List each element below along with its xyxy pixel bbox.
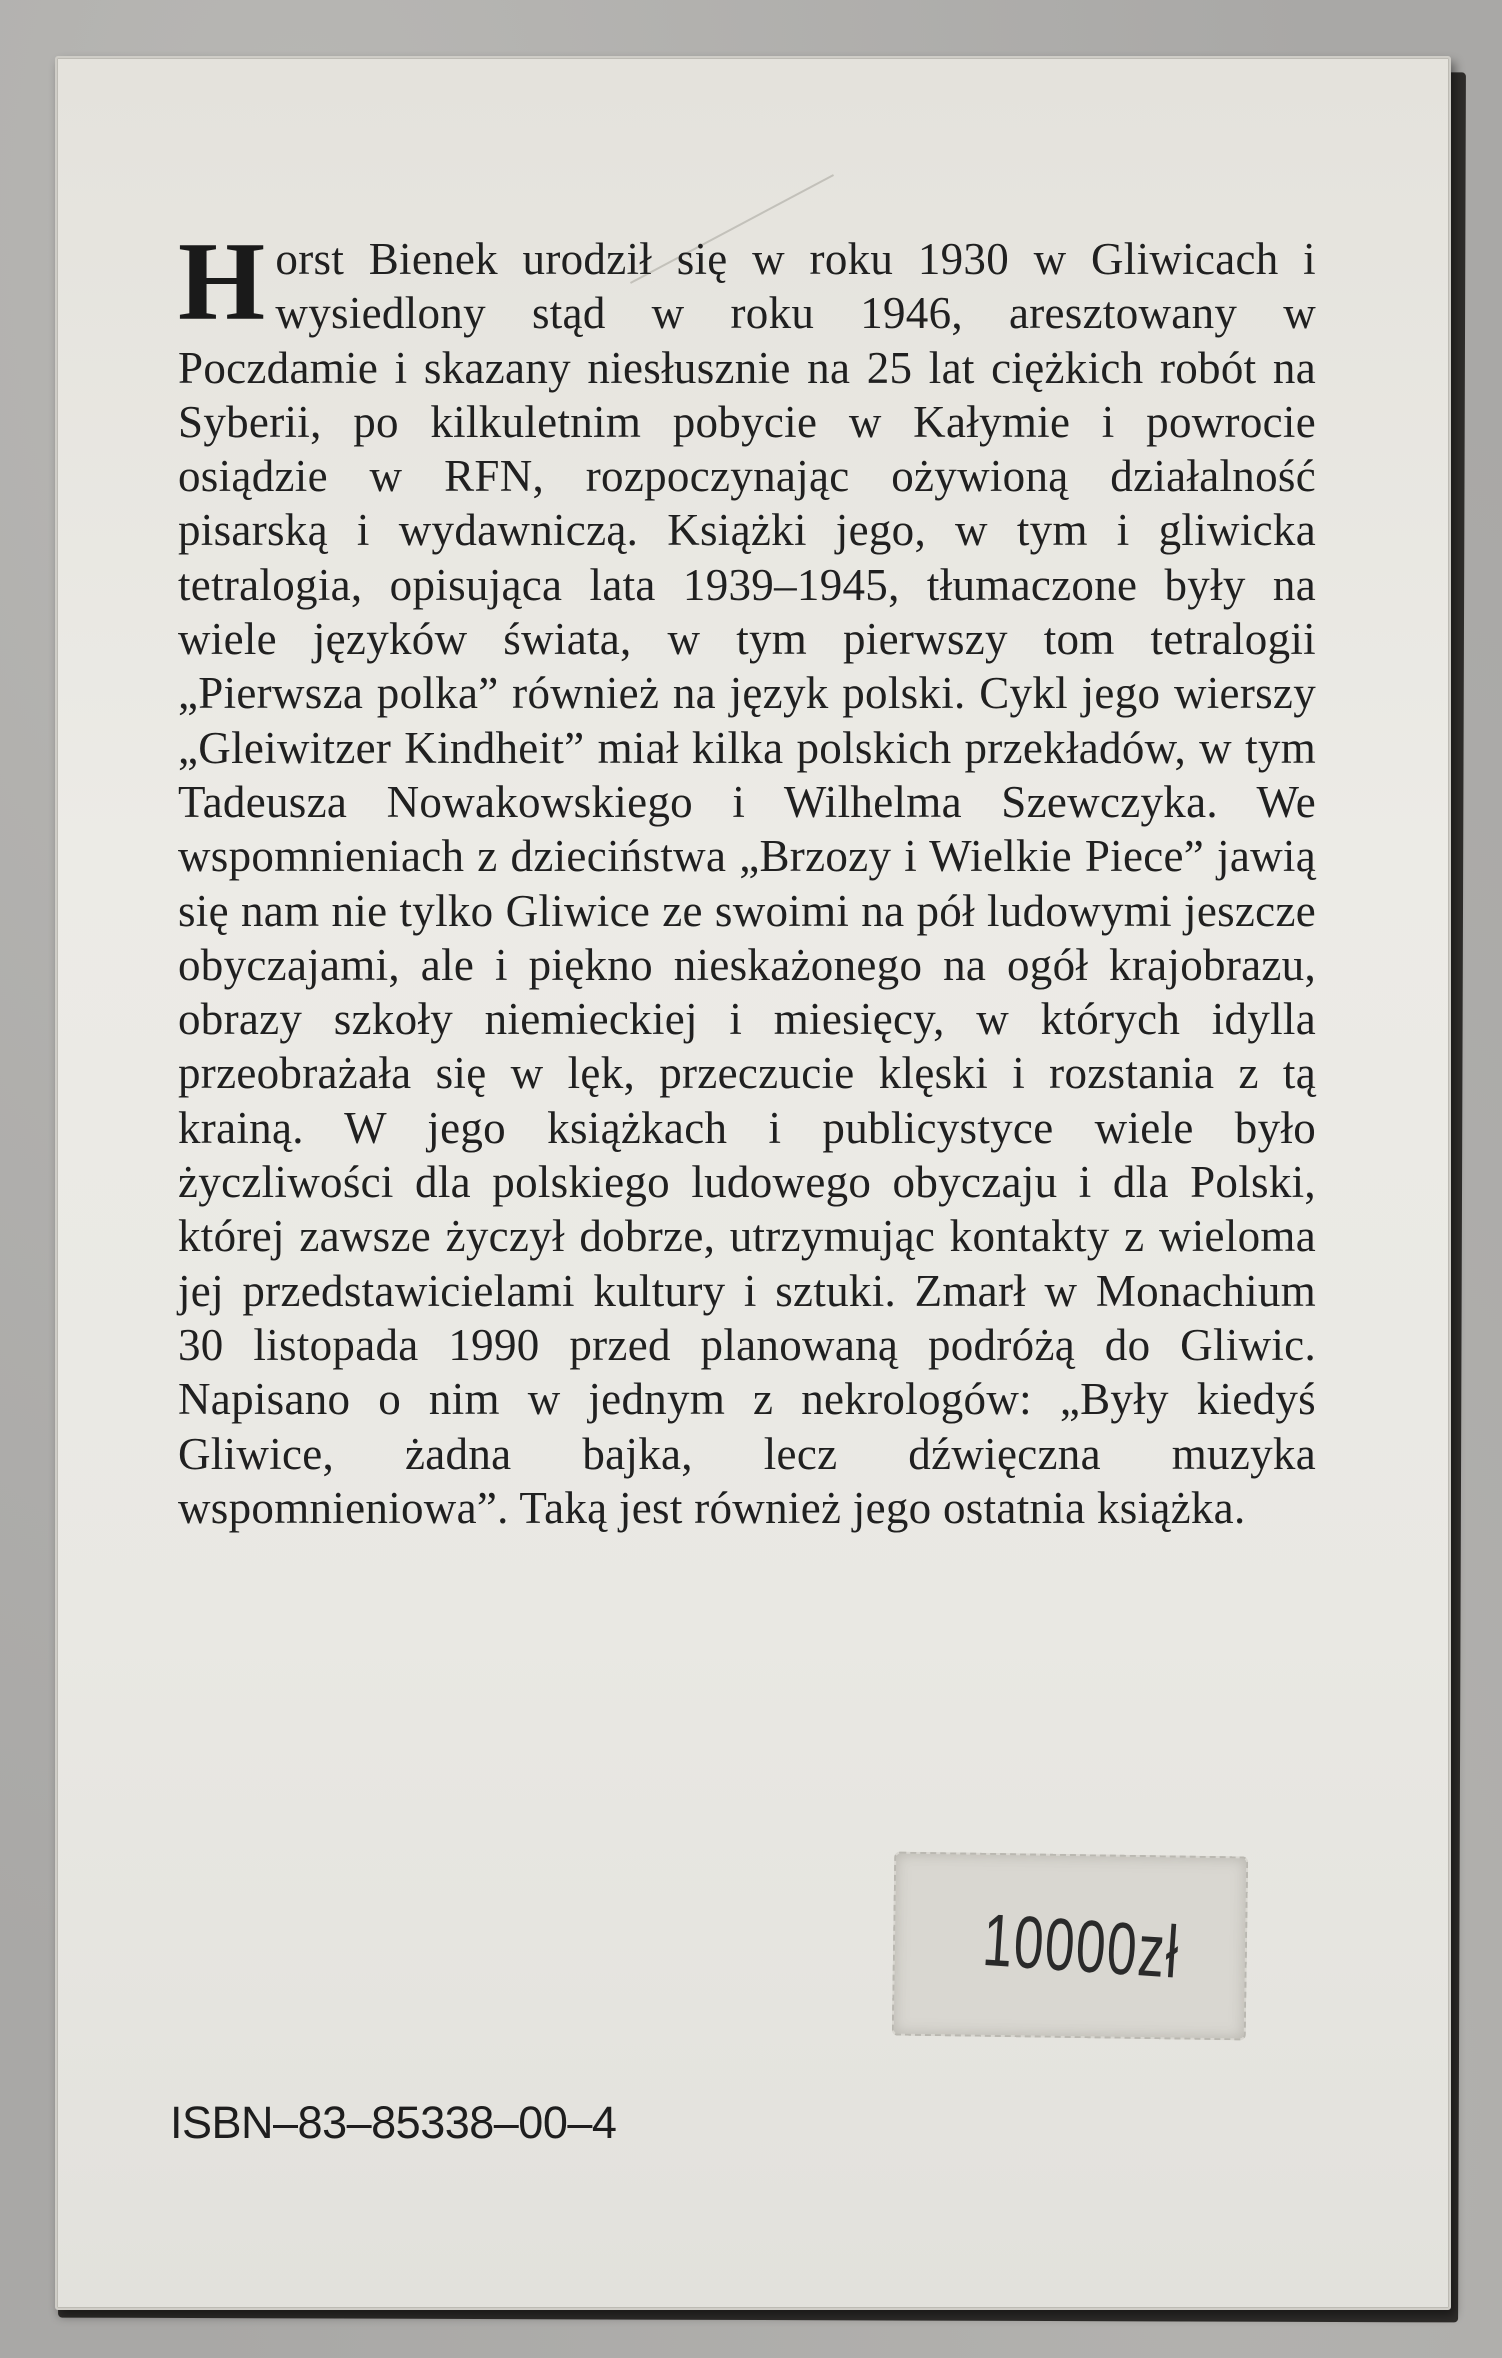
drop-cap-letter: H bbox=[178, 220, 266, 344]
price-label: 10000zł bbox=[980, 1897, 1183, 1994]
blurb-text: orst Bienek urodził się w roku 1930 w Gliwicach i wysiedlony stąd w roku 1946, aresztowany w Poczdamie i skazany niesłusznie na 25 lat ciężkich robót na Syberii, po kilkuletnim pobycie w Kałymie i powrocie osiądzie w RFN, rozpoczynając ożywioną działalność pisarską i wydawniczą. Książki jego, w tym i gliwicka tetralogia, opisująca lata 1939–1945, tłumaczone były na wiele języków świata, w tym pierwszy tom tetralogii „Pierwsza polka” również na język polski. Cykl jego wierszy „Gleiwitzer Kindheit” miał kilka polskich przekładów, w tym Tadeusza Nowakowskiego i Wilhelma Szewczyka. We wspomnieniach z dzieciństwa „Brzozy i Wielkie Piece” jawią się nam nie tylko Gliwice ze swoimi na pół ludowymi jeszcze obyczajami, ale i piękno nieskażonego na ogół krajobrazu, obrazy szkoły niemieckiej i miesięcy, w których idylla przeobrażała się w lęk, przeczucie klęski i rozstania z tą krainą. W jego książkach i publicystyce wiele było życzliwości dla polskiego ludowego obyczaju i dla Polski, której zawsze życzył dobrze, utrzymując kontakty z wieloma jej przedstawicielami kultury i sztuki. Zmarł w Monachium 30 listopada 1990 przed planowaną podróżą do Gliwic. Napisano o nim w jednym z nekrologów: „Były kiedyś Gliwice, żadna bajka, lecz dźwięczna muzyka wspomnieniowa”. Taką jest również jego ostatnia książka. bbox=[178, 234, 1316, 1533]
author-blurb bbox=[178, 220, 1316, 1535]
price-sticker bbox=[892, 1852, 1249, 2041]
isbn-number: ISBN–83–85338–00–4 bbox=[170, 2097, 617, 2148]
